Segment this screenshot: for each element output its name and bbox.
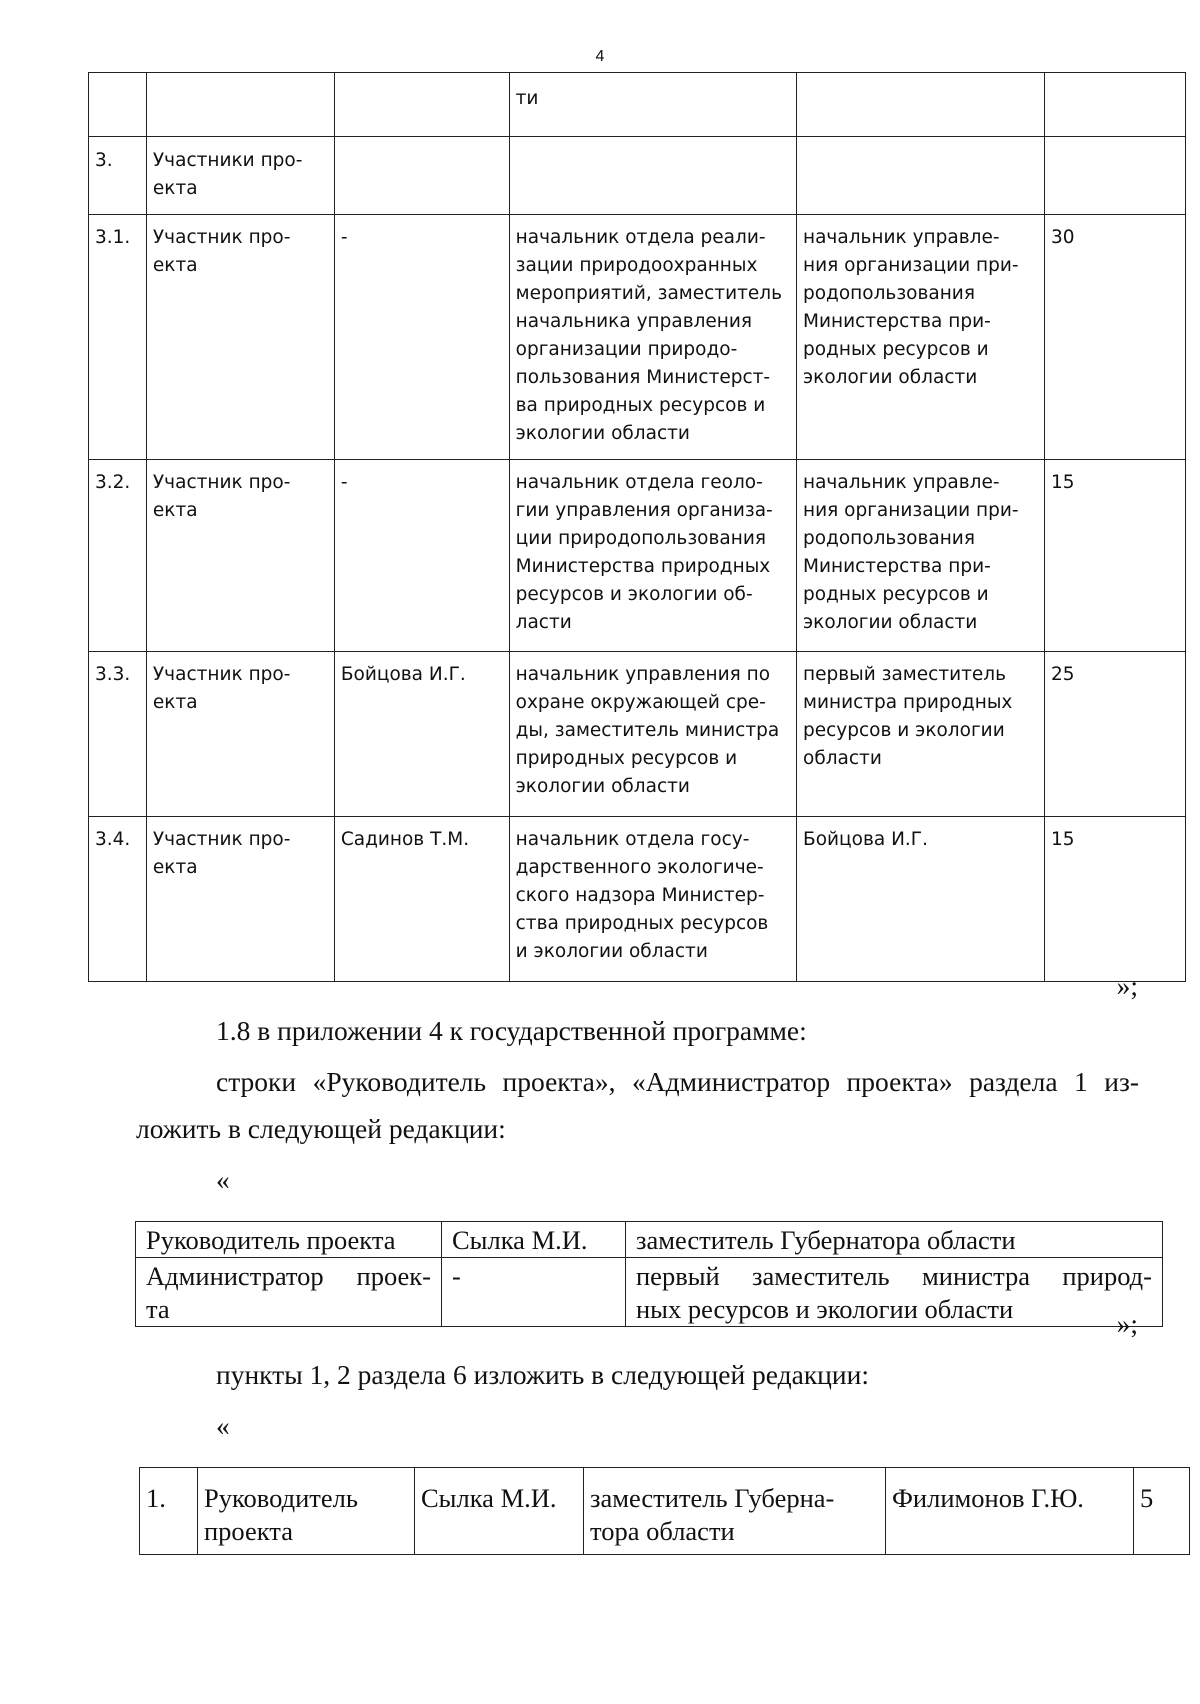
table-row-section-header	[89, 137, 1186, 215]
cell-position: заместитель Губернатора области	[626, 1222, 1163, 1258]
position-line-2: ных ресурсов и экологии области	[636, 1294, 1014, 1324]
cell-num: 3.4.	[89, 817, 147, 982]
cell-position	[509, 137, 796, 215]
cell-name: -	[334, 215, 509, 460]
cell-role: Руководитель проекта	[136, 1222, 442, 1258]
table-row	[89, 73, 1186, 137]
closing-quote: »;	[1116, 970, 1138, 1001]
cell-role: Участник про- екта	[146, 215, 334, 460]
cell-position: начальник отдела реали- зации природоохранных мероприятий, заместитель начальника управления организации природо- пользования Министерст- ва природных ресурсов и экологии области	[509, 215, 796, 460]
cell-name	[334, 137, 509, 215]
paragraph-1-8: 1.8 в приложении 4 к государственной программе:	[216, 1015, 807, 1046]
opening-quote: «	[216, 1164, 230, 1195]
paragraph-rows-line-2: ложить в следующей редакции:	[136, 1113, 506, 1144]
cell-percent: 15	[1045, 817, 1186, 982]
role-line-2: та	[146, 1294, 170, 1324]
cell-num: 3.1.	[89, 215, 147, 460]
section-title: Участники про- екта	[152, 150, 303, 199]
cell-position: начальник управления по охране окружающей сре- ды, заместитель министра природных ресурсов и экологии области	[509, 652, 796, 817]
table-row	[89, 652, 1186, 817]
table-row	[136, 1222, 1163, 1258]
table-row	[140, 1468, 1190, 1555]
table-row	[89, 460, 1186, 652]
project-management-table	[135, 1221, 1163, 1327]
cell-name: Сылка М.И.	[415, 1468, 584, 1555]
cell-role: Руководитель проекта	[198, 1468, 415, 1555]
cell-name: -	[442, 1258, 626, 1327]
cell-num: 1.	[140, 1468, 198, 1555]
cell-position: начальник отдела геоло- гии управления организа- ции природопользования Министерства природных ресурсов и экологии об- ласти	[509, 460, 796, 652]
cell-role	[146, 73, 334, 137]
cell-role: Участник про- екта	[146, 652, 334, 817]
cell-name	[334, 73, 509, 137]
cell-supervisor: Филимонов Г.Ю.	[886, 1468, 1134, 1555]
cell-supervisor: начальник управле- ния организации при- родопользования Министерства при- родных ресурсов и экологии области	[797, 215, 1045, 460]
position-line-1: первый заместитель министра природ-	[636, 1261, 1152, 1291]
cell-position: заместитель Губерна- тора области	[584, 1468, 886, 1555]
participants-table	[88, 72, 1186, 982]
cell-supervisor	[797, 73, 1045, 137]
cell-name: Садинов Т.М.	[334, 817, 509, 982]
cell-name: Сылка М.И.	[442, 1222, 626, 1258]
cell-role: Участник про- екта	[146, 817, 334, 982]
paragraph-rows-line-1: строки «Руководитель проекта», «Администратор проекта» раздела 1 из-	[216, 1066, 1139, 1097]
cell-supervisor: первый заместитель министра природных ресурсов и экологии области	[797, 652, 1045, 817]
cell-role	[146, 137, 334, 215]
cell-position	[626, 1258, 1163, 1327]
section-6-table	[139, 1467, 1190, 1555]
cell-num: 3.2.	[89, 460, 147, 652]
cell-position: ти	[509, 73, 796, 137]
page-number: 4	[595, 48, 605, 65]
cell-supervisor: Бойцова И.Г.	[797, 817, 1045, 982]
cell-supervisor	[797, 137, 1045, 215]
table-row	[89, 215, 1186, 460]
cell-num: 3.	[89, 137, 147, 215]
cell-percent	[1045, 137, 1186, 215]
cell-num	[89, 73, 147, 137]
cell-percent	[1045, 73, 1186, 137]
cell-role	[136, 1258, 442, 1327]
cell-supervisor: начальник управле- ния организации при- родопользования Министерства при- родных ресурсов и экологии области	[797, 460, 1045, 652]
cell-name: -	[334, 460, 509, 652]
cell-name: Бойцова И.Г.	[334, 652, 509, 817]
cell-position: начальник отдела госу- дарственного экологиче- ского надзора Министер- ства природных ресурсов и экологии области	[509, 817, 796, 982]
cell-percent: 15	[1045, 460, 1186, 652]
cell-percent: 5	[1134, 1468, 1190, 1555]
cell-num: 3.3.	[89, 652, 147, 817]
role-line-1: Администратор проек-	[146, 1261, 431, 1291]
table-row	[89, 817, 1186, 982]
cell-role: Участник про- екта	[146, 460, 334, 652]
cell-percent: 30	[1045, 215, 1186, 460]
closing-quote: »;	[1116, 1308, 1138, 1339]
table-row	[136, 1258, 1163, 1327]
cell-percent: 25	[1045, 652, 1186, 817]
paragraph-points: пункты 1, 2 раздела 6 изложить в следующей редакции:	[216, 1359, 869, 1390]
opening-quote: «	[216, 1410, 230, 1441]
